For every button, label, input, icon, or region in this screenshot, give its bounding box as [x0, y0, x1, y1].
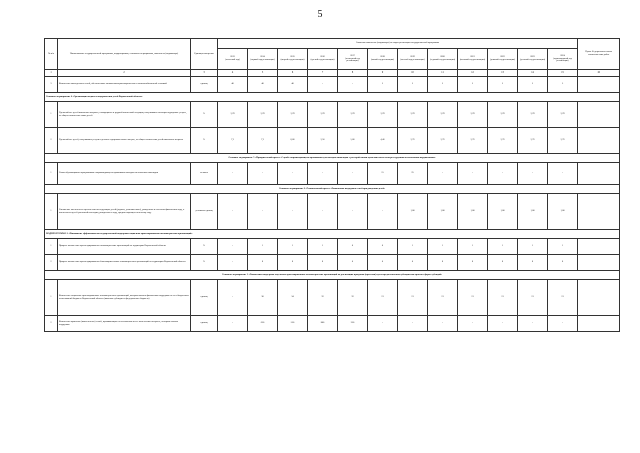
value-cell: 1 [428, 239, 458, 255]
value-cell: - [428, 316, 458, 332]
column-number: 6 [278, 70, 308, 77]
header-year [338, 49, 368, 70]
year-label: 2020 [440, 56, 445, 59]
header-unit: Единица измерения [191, 39, 218, 70]
value-cell: 8,06 [278, 128, 308, 154]
row-number: 1 [45, 280, 58, 316]
indicator-name: Количество принятых (вовлеченных) семей, проживающих на постоянном месте жительства в возрасте, которым оказана поддержка [58, 316, 191, 332]
header-year [458, 49, 488, 70]
row-number: 1 [45, 102, 58, 128]
value-cell: 0 [368, 255, 398, 271]
value-cell: 0 [338, 255, 368, 271]
value-cell: 1 [398, 239, 428, 255]
indicator-name: Отношение численности третьих или последующих детей (родных, усыновленных), рожденных в отчетном финансовом году, к численности детей указанной категории, рожденных в году, предшествующем отчетному году [58, 194, 191, 230]
header-year [548, 49, 578, 70]
value-cell: 3,76 [488, 128, 518, 154]
point-cell [578, 163, 620, 185]
table-row [45, 128, 620, 154]
column-number: 11 [428, 70, 458, 77]
table-row [45, 239, 620, 255]
year-caption: (десятый год реализации) [519, 59, 546, 61]
section-row [45, 154, 620, 163]
header-year [428, 49, 458, 70]
value-cell: 8 [458, 255, 488, 271]
value-cell: - [248, 163, 278, 185]
value-cell: 40 [218, 77, 248, 93]
header-year [368, 49, 398, 70]
value-cell: 800 [308, 316, 338, 332]
table-row [45, 194, 620, 230]
unit-cell: % [191, 128, 218, 154]
value-cell: 5 [428, 77, 458, 93]
year-label: 2014 [260, 56, 265, 59]
value-cell: 550 [278, 316, 308, 332]
header-year [218, 49, 248, 70]
value-cell: 5 [548, 77, 578, 93]
unit-cell: единиц [191, 280, 218, 316]
page-number: 5 [317, 9, 323, 20]
section-row [45, 185, 620, 194]
point-cell [578, 77, 620, 93]
section-title: Основное мероприятие 6 «Региональный проект «Финансовая поддержка семей при рождении детей» [45, 185, 620, 194]
unit-cell: человек [191, 163, 218, 185]
unit-cell: условных единиц [191, 194, 218, 230]
value-cell: - [338, 194, 368, 230]
value-cell: 3,29 [518, 102, 548, 128]
value-cell: 1 [308, 239, 338, 255]
value-cell: 5 [518, 77, 548, 93]
value-cell: 1 [248, 239, 278, 255]
header-values: Значения показателя (индикатора) по годам реализации государственной программы [218, 39, 578, 49]
value-cell: 3,76 [398, 128, 428, 154]
row-number: 2 [45, 255, 58, 271]
column-number: 13 [488, 70, 518, 77]
point-cell [578, 316, 620, 332]
value-cell: 3,76 [458, 128, 488, 154]
year-label: 2021 [470, 56, 475, 59]
header-year [518, 49, 548, 70]
row-number: 2 [45, 128, 58, 154]
year-caption: (первый год реализации) [250, 59, 275, 61]
value-cell: - [308, 163, 338, 185]
value-cell: 40 [248, 77, 278, 93]
value-cell: 1 [458, 239, 488, 255]
value-cell: 21 [398, 280, 428, 316]
value-cell: 350 [338, 316, 368, 332]
value-cell: 8 [248, 255, 278, 271]
value-cell: 3,76 [428, 128, 458, 154]
value-cell: 3,29 [458, 102, 488, 128]
column-number: 15 [548, 70, 578, 77]
value-cell: 3,29 [428, 102, 458, 128]
value-cell: - [368, 316, 398, 332]
value-cell: 1 [518, 239, 548, 255]
column-number: 9 [368, 70, 398, 77]
row-number: 1 [45, 194, 58, 230]
value-cell: - [398, 316, 428, 332]
section-title: Основное мероприятие 5 «Приоритетный проект «Служба сопровождающего проживания для молодых инвалидов с расстройствами аутистического спектра и другими ментальными нарушениями» [45, 154, 620, 163]
value-cell: - [338, 163, 368, 185]
column-number: 10 [398, 70, 428, 77]
year-caption: (третий год реализации) [310, 59, 335, 61]
row-number: 2 [45, 316, 58, 332]
table-row [45, 102, 620, 128]
value-cell: 8 [278, 255, 308, 271]
value-cell: 1,00 [488, 194, 518, 230]
value-cell: 21 [428, 280, 458, 316]
value-cell: 5 [488, 77, 518, 93]
value-cell: - [338, 77, 368, 93]
indicator-name: Прирост количества зарегистрированных некоммерческих организаций на территории Воронежской области [58, 239, 191, 255]
value-cell: 3,29 [308, 102, 338, 128]
value-cell: 3,29 [368, 102, 398, 128]
value-cell: - [278, 163, 308, 185]
section-title: Основное мероприятие 1 «Финансовая поддержка отдельных ориентированных некоммерческих организаций на реализацию программ (проектов) путем предоставления субсидии или гранта в форме субсидий» [45, 271, 620, 280]
indicator-name: Количество социально ориентированных некоммерческих организаций, которым оказана финансовая поддержка за счет бюджетных ассигнований бюджета Воронежской области (включая субсидии из федерального бюджета) [58, 280, 191, 316]
value-cell: 0 [338, 239, 368, 255]
indicator-table [44, 38, 620, 332]
value-cell: - [458, 316, 488, 332]
year-label: 2018 [380, 56, 385, 59]
value-cell: - [548, 163, 578, 185]
value-cell: 1 [548, 239, 578, 255]
value-cell: 8 [518, 255, 548, 271]
row-number: 3 [45, 77, 58, 93]
value-cell: - [218, 194, 248, 230]
unit-cell: % [191, 239, 218, 255]
column-number: 4 [218, 70, 248, 77]
year-caption: (отчетный год) [225, 59, 240, 61]
header-num: № п/п [45, 39, 58, 70]
value-cell: 1,00 [428, 194, 458, 230]
value-cell: 8 [428, 255, 458, 271]
column-number: 7 [308, 70, 338, 77]
value-cell: 32 [308, 280, 338, 316]
value-cell: 1 [488, 239, 518, 255]
value-cell: 1,00 [458, 194, 488, 230]
point-cell [578, 102, 620, 128]
year-caption: (восьмой год реализации) [459, 59, 486, 61]
column-number: 1 [45, 70, 58, 77]
indicator-name: Количество многодетных семей, обеспеченных личным автотранспортом или сельскохозяйственной техникой [58, 77, 191, 93]
value-cell: - [488, 316, 518, 332]
value-cell: 21 [488, 280, 518, 316]
value-cell: 21 [458, 280, 488, 316]
value-cell: - [518, 163, 548, 185]
value-cell: 30 [248, 280, 278, 316]
column-number: 3 [191, 70, 218, 77]
column-number: 16 [578, 70, 620, 77]
header-year [308, 49, 338, 70]
value-cell: 3,29 [218, 102, 248, 128]
header-year [398, 49, 428, 70]
value-cell: 1,00 [548, 194, 578, 230]
value-cell: 7,3 [218, 128, 248, 154]
year-label: 2022 [500, 56, 505, 59]
column-number: 14 [518, 70, 548, 77]
value-cell: 8 [488, 255, 518, 271]
value-cell: 3,29 [488, 102, 518, 128]
value-cell: 3,56 [308, 128, 338, 154]
indicator-name: Удельный вес детей школьного возраста, находящихся в трудной жизненной ситуации, получивших санаторно-курортные услуги, от общего количества таких детей [58, 102, 191, 128]
value-cell: - [458, 163, 488, 185]
year-caption: (девятый год реализации) [489, 59, 516, 61]
year-caption: (седьмой год реализации) [429, 59, 456, 61]
year-label: 2019 [410, 56, 415, 59]
section-row [45, 93, 620, 102]
value-cell: 3,29 [278, 102, 308, 128]
value-cell: 3,76 [518, 128, 548, 154]
value-cell: - [218, 239, 248, 255]
year-caption: (второй год реализации) [280, 59, 305, 61]
point-cell [578, 194, 620, 230]
value-cell: - [488, 163, 518, 185]
value-cell: - [368, 194, 398, 230]
value-cell: - [218, 255, 248, 271]
table-row [45, 316, 620, 332]
value-cell: 5,06 [338, 128, 368, 154]
unit-cell: единиц [191, 77, 218, 93]
value-cell: - [218, 316, 248, 332]
header-name: Наименование государственной программы, подпрограммы, основного мероприятия, показателя (индикатора) [58, 39, 191, 70]
unit-cell: % [191, 255, 218, 271]
value-cell: - [218, 280, 248, 316]
unit-cell: % [191, 102, 218, 128]
year-label: 2023 [530, 56, 535, 59]
value-cell: - [278, 194, 308, 230]
value-cell: 0 [398, 255, 428, 271]
year-label: 2013 [230, 56, 235, 59]
value-cell: 3,29 [248, 102, 278, 128]
unit-cell: единиц [191, 316, 218, 332]
year-caption: (шестой год реализации) [400, 59, 425, 61]
indicator-name: Удельный вес детей, получивших услуги в детских оздоровительных лагерях, от общего количества детей школьного возраста [58, 128, 191, 154]
year-label: 2024 [560, 54, 565, 57]
value-cell: 32 [338, 280, 368, 316]
table-row [45, 280, 620, 316]
column-number: 5 [248, 70, 278, 77]
year-label: 2015 [290, 56, 295, 59]
value-cell: 5 [368, 77, 398, 93]
value-cell: 21 [518, 280, 548, 316]
value-cell: 1,00 [518, 194, 548, 230]
table-row [45, 163, 620, 185]
value-cell: 1,00 [398, 194, 428, 230]
value-cell: 5 [398, 77, 428, 93]
value-cell: 4,46 [368, 128, 398, 154]
value-cell: 3,76 [548, 128, 578, 154]
point-cell [578, 255, 620, 271]
row-number: 1 [45, 239, 58, 255]
header-year [248, 49, 278, 70]
column-number: 8 [338, 70, 368, 77]
value-cell: 8 [308, 255, 338, 271]
value-cell: 5 [458, 77, 488, 93]
section-row [45, 230, 620, 239]
value-cell: 650 [248, 316, 278, 332]
header-year [488, 49, 518, 70]
point-cell [578, 239, 620, 255]
year-caption: (четвертый год реализации) [345, 57, 360, 63]
value-cell: 3,29 [338, 102, 368, 128]
value-cell: 3,29 [398, 102, 428, 128]
value-cell: 40 [278, 77, 308, 93]
value-cell: - [218, 163, 248, 185]
value-cell: - [518, 316, 548, 332]
year-label: 2016 [320, 56, 325, 59]
indicator-name: Прирост количества зарегистрированных благотворительных некоммерческих организаций на территории Воронежской области [58, 255, 191, 271]
value-cell: 21 [368, 280, 398, 316]
value-cell: 1 [278, 239, 308, 255]
value-cell: - [548, 316, 578, 332]
table-row [45, 255, 620, 271]
value-cell: 3,29 [548, 102, 578, 128]
value-cell: 21 [548, 280, 578, 316]
value-cell: 25 [398, 163, 428, 185]
value-cell: 34 [278, 280, 308, 316]
value-cell: - [308, 77, 338, 93]
year-label: 2017 [350, 54, 355, 57]
value-cell: - [248, 194, 278, 230]
value-cell: 8 [548, 255, 578, 271]
value-cell: - [428, 163, 458, 185]
point-cell [578, 280, 620, 316]
section-row [45, 271, 620, 280]
year-caption: (пятый год реализации) [370, 59, 395, 61]
header-point: Пункт Федерального плана статистических работ [578, 39, 620, 70]
row-number: 1 [45, 163, 58, 185]
section-title: ПОДПРОГРАММА 3 «Повышение эффективности государственной поддержки социально ориентированных некоммерческих организаций» [45, 230, 620, 239]
value-cell: - [308, 194, 338, 230]
table-row [45, 77, 620, 93]
value-cell: 7,3 [248, 128, 278, 154]
section-title: Основное мероприятие 4 «Организация отдыха и оздоровления детей Воронежской области» [45, 93, 620, 102]
value-cell: 15 [368, 163, 398, 185]
value-cell: 0 [368, 239, 398, 255]
header-year [278, 49, 308, 70]
column-number: 12 [458, 70, 488, 77]
indicator-name: Охват обучающимися программами сопровождающего проживания молодых ментальных инвалидов [58, 163, 191, 185]
point-cell [578, 128, 620, 154]
year-caption: (одиннадцатый год реализации) [553, 57, 572, 63]
column-number: 2 [58, 70, 191, 77]
